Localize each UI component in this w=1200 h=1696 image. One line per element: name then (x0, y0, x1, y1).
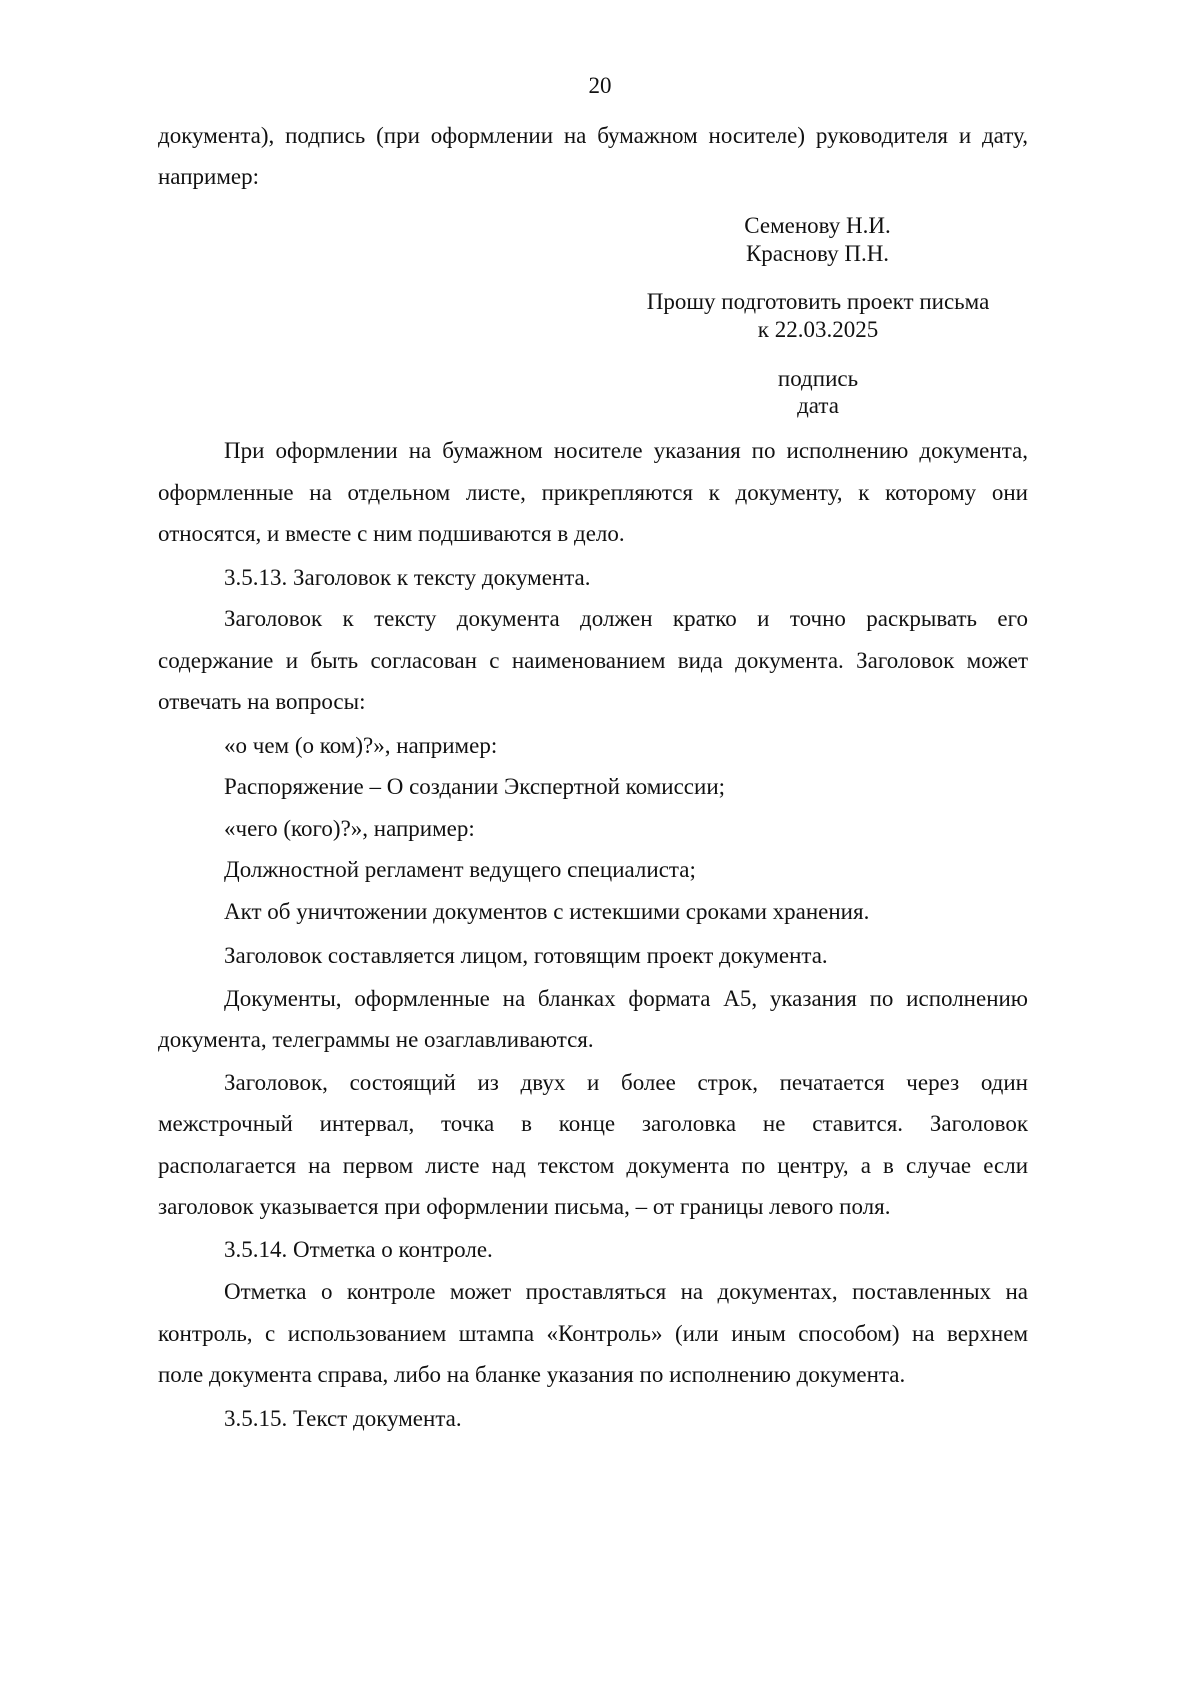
section-heading-3-5-13: 3.5.13. Заголовок к тексту документа. (224, 565, 591, 590)
resolution-text-1: Прошу подготовить проект письма (646, 289, 990, 314)
multiline-paragraph-line-1: Заголовок, состоящий из двух и более строк, печатается через один (224, 1070, 1028, 1095)
resolution-addressee-2: Краснову П.Н. (745, 241, 890, 266)
multiline-paragraph-line-2: межстрочный интервал, точка в конце заголовка не ставится. Заголовок (158, 1111, 1028, 1136)
paper-paragraph-line-2: оформленные на отдельном листе, прикрепляются к документу, к которому они (158, 480, 1028, 505)
intro-line-2: например: (158, 164, 259, 189)
section-heading-3-5-14: 3.5.14. Отметка о контроле. (224, 1237, 493, 1262)
paper-paragraph-line-3: относятся, и вместе с ним подшиваются в дело. (158, 521, 625, 546)
resolution-signature: подпись (777, 366, 859, 391)
resolution-date: дата (797, 393, 839, 418)
intro-line-1: документа), подпись (при оформлении на бумажном носителе) руководителя и дату, (158, 123, 1028, 148)
resolution-text-2: к 22.03.2025 (757, 317, 879, 342)
control-paragraph-line-3: поле документа справа, либо на бланке указания по исполнению документа. (158, 1362, 906, 1387)
example-line-5: Акт об уничтожении документов с истекшими сроками хранения. (224, 899, 870, 924)
control-paragraph-line-2: контроль, с использованием штампа «Контроль» (или иным способом) на верхнем (158, 1321, 1028, 1346)
heading-paragraph-line-2: содержание и быть согласован с наименованием вида документа. Заголовок может (158, 648, 1028, 673)
section-heading-3-5-15: 3.5.15. Текст документа. (224, 1406, 462, 1431)
a5-paragraph-line-2: документа, телеграммы не озаглавливаются. (158, 1027, 594, 1052)
example-line-1: «о чем (о ком)?», например: (224, 733, 498, 758)
example-line-2: Распоряжение – О создании Экспертной комиссии; (224, 774, 726, 799)
page-number: 20 (588, 73, 612, 98)
heading-paragraph-line-1: Заголовок к тексту документа должен кратко и точно раскрывать его (224, 606, 1028, 631)
heading-paragraph-line-3: отвечать на вопросы: (158, 689, 366, 714)
a5-paragraph-line-1: Документы, оформленные на бланках формата А5, указания по исполнению (224, 986, 1028, 1011)
example-line-4: Должностной регламент ведущего специалиста; (224, 857, 696, 882)
control-paragraph-line-1: Отметка о контроле может проставляться на документах, поставленных на (224, 1279, 1028, 1304)
compiled-paragraph: Заголовок составляется лицом, готовящим проект документа. (224, 943, 828, 968)
resolution-addressee-1: Семенову Н.И. (744, 213, 891, 238)
paper-paragraph-line-1: При оформлении на бумажном носителе указания по исполнению документа, (224, 438, 1028, 463)
multiline-paragraph-line-4: заголовок указывается при оформлении письма, – от границы левого поля. (158, 1194, 891, 1219)
multiline-paragraph-line-3: располагается на первом листе над текстом документа по центру, а в случае если (158, 1153, 1028, 1178)
example-line-3: «чего (кого)?», например: (224, 816, 475, 841)
